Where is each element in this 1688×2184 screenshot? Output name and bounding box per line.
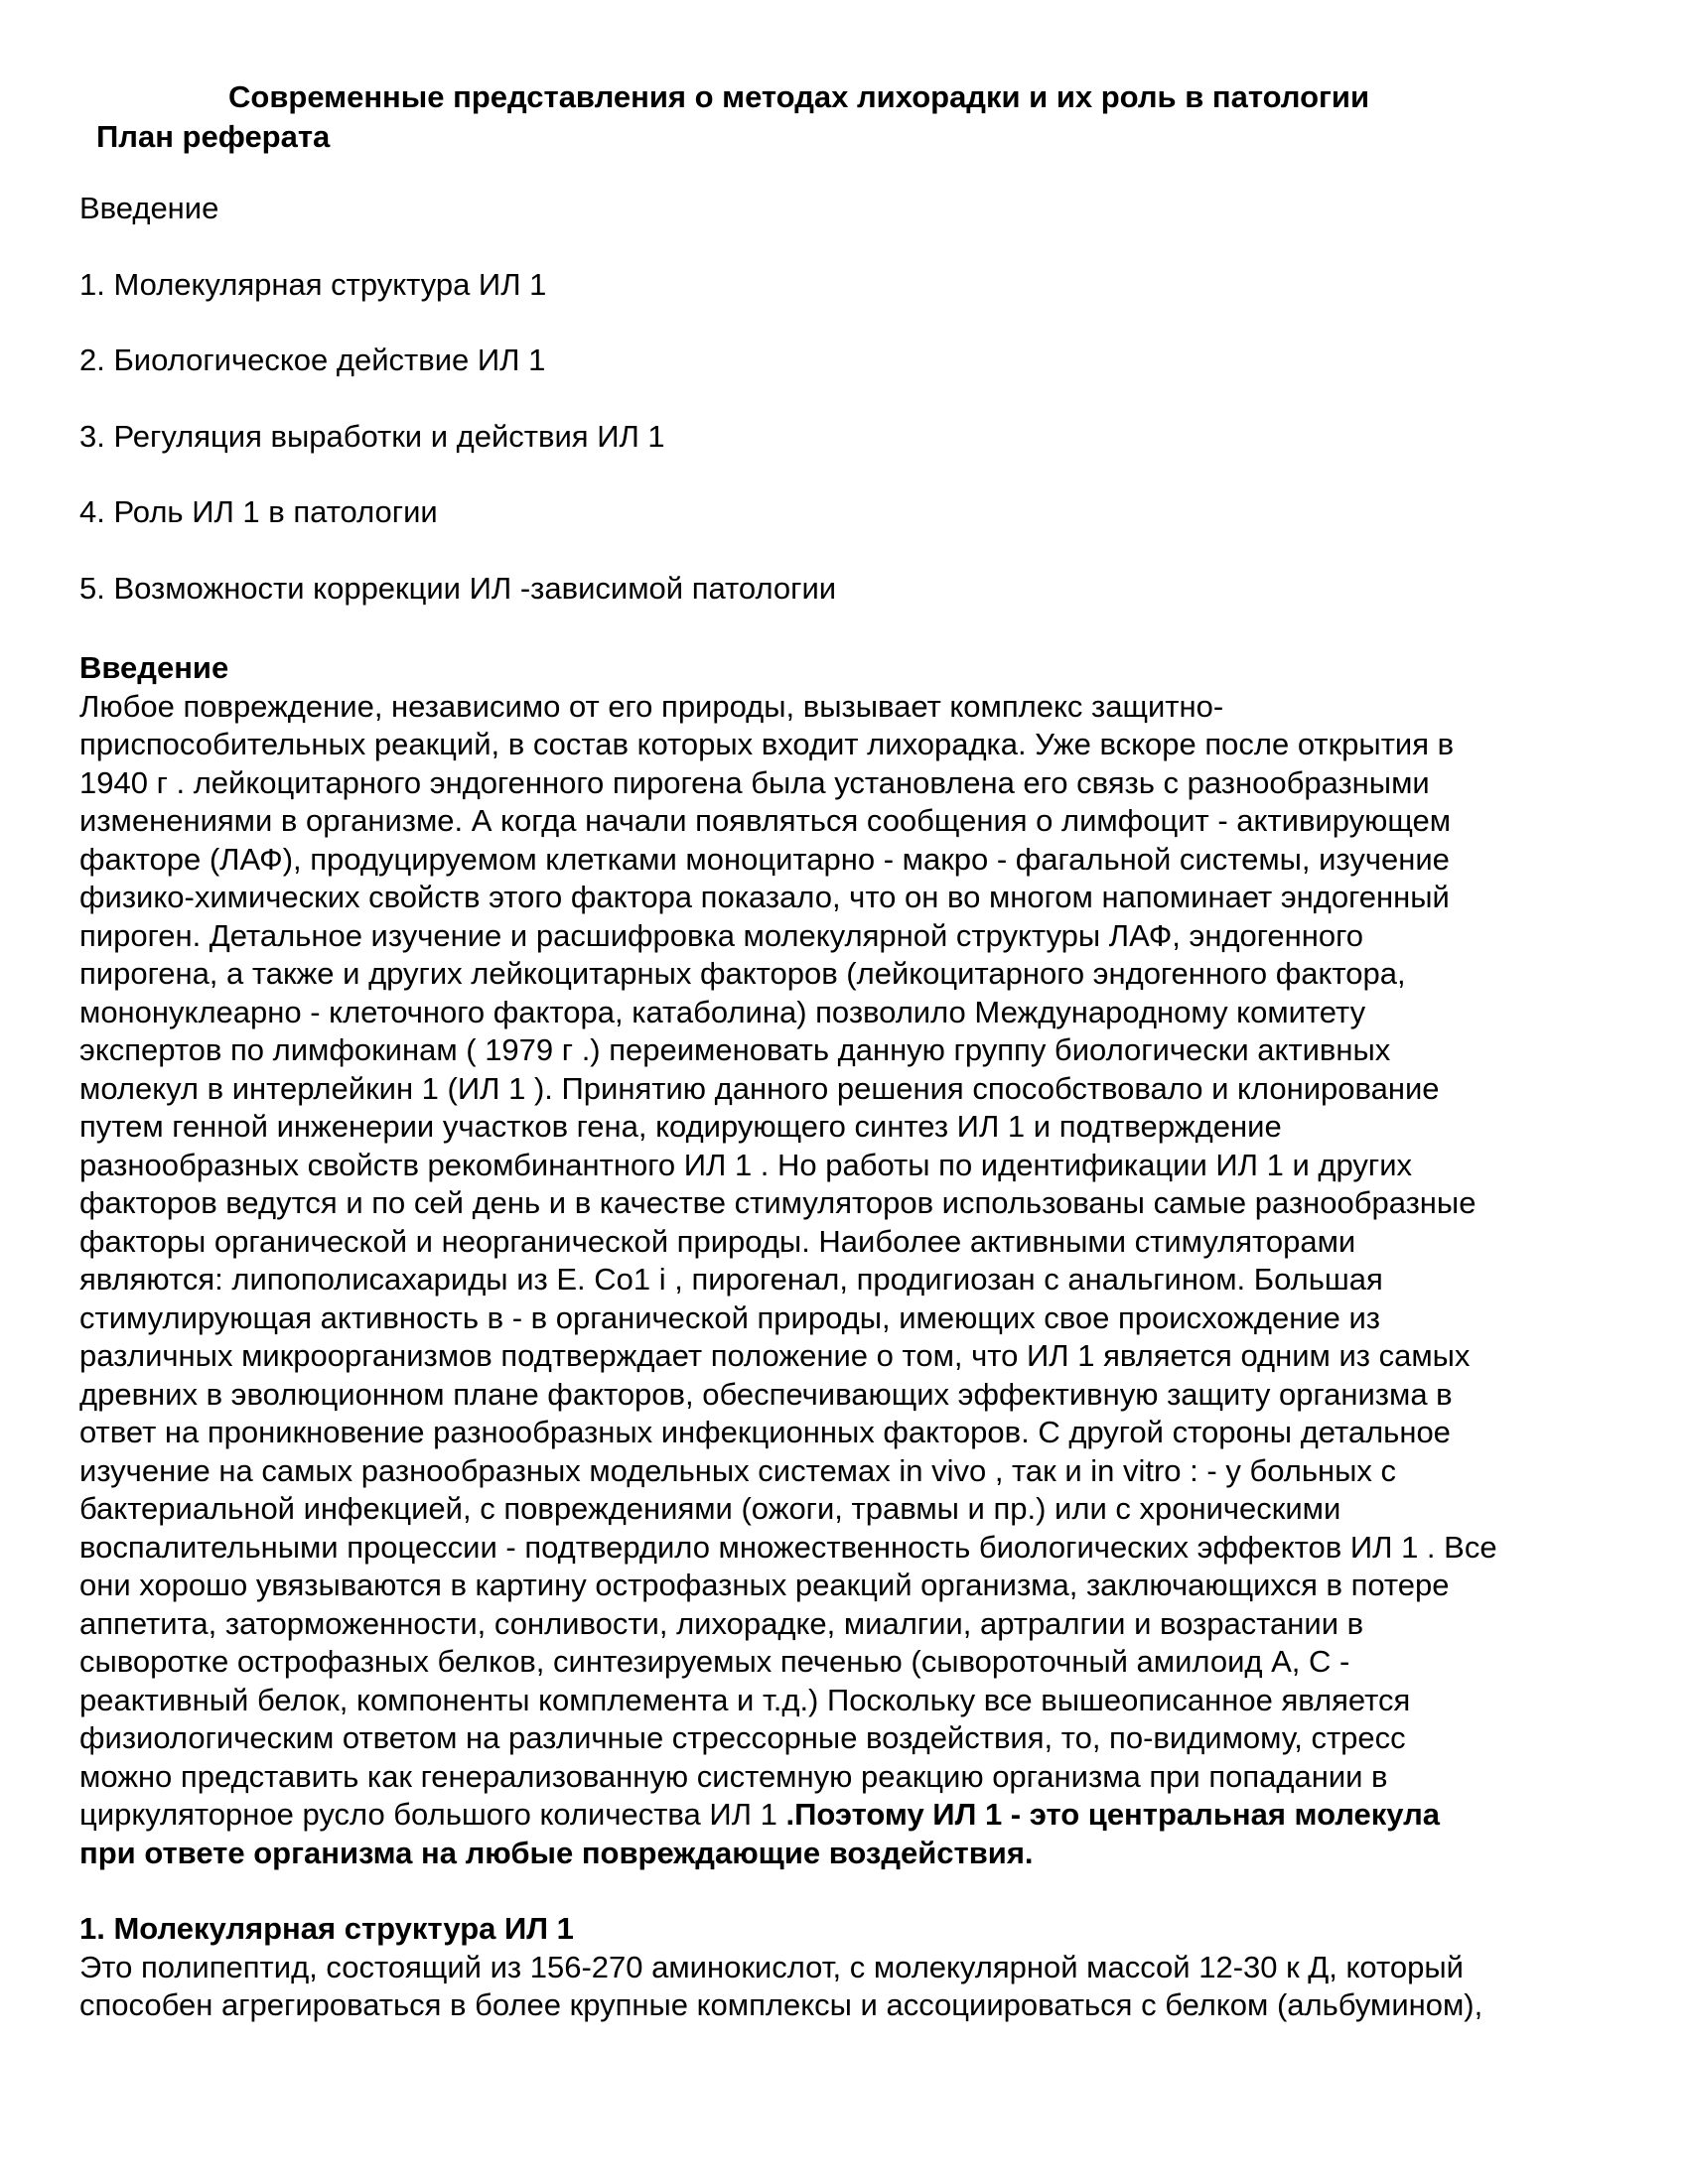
intro-line: аппетита, заторможенности, сонливости, лихорадке, миалгии, артралгии и возрастании в bbox=[79, 1605, 1364, 1641]
intro-line: экспертов по лимфокинам ( 1979 г .) переименовать данную группу биологически активных bbox=[79, 1032, 1391, 1067]
toc-item-1: 1. Молекулярная структура ИЛ 1 bbox=[79, 266, 547, 302]
structure-line: способен агрегироваться в более крупные комплексы и ассоциироваться с белком (альбумином), bbox=[79, 1987, 1483, 2022]
intro-line: стимулирующая активность в - в органической природы, имеющих свое происхождение из bbox=[79, 1299, 1381, 1335]
intro-section bbox=[79, 649, 1628, 1872]
intro-line: сыворотке острофазных белков, синтезируемых печенью (сывороточный амилоид А, С - bbox=[79, 1644, 1350, 1679]
intro-line: древних в эволюционном плане факторов, обеспечивающих эффективную защиту организма в bbox=[79, 1376, 1453, 1412]
toc-item-4: 4. Роль ИЛ 1 в патологии bbox=[79, 494, 438, 530]
intro-line: Любое повреждение, независимо от его природы, вызывает комплекс защитно- bbox=[79, 688, 1224, 724]
intro-line: ответ на проникновение разнообразных инфекционных факторов. С другой стороны детальное bbox=[79, 1415, 1451, 1449]
intro-line: пирогена, а также и других лейкоцитарных факторов (лейкоцитарного эндогенного фактора, bbox=[79, 956, 1406, 991]
intro-line: воспалительными процессии - подтвердило множественность биологических эффектов ИЛ 1 . Все bbox=[79, 1529, 1497, 1565]
intro-line: являются: липополисахариды из Е. Со1 i , пирогенал, продигиозан с анальгином. Большая bbox=[79, 1262, 1383, 1297]
intro-line: разнообразных свойств рекомбинантного ИЛ 1 . Но работы по идентификации ИЛ 1 и других bbox=[79, 1147, 1413, 1182]
document-title: Современные представления о методах лихорадки и их роль в патологии bbox=[228, 79, 1370, 114]
intro-line: мононуклеарно - клеточного фактора, катаболина) позволило Международному комитету bbox=[79, 994, 1366, 1029]
intro-line: изменениями в организме. А когда начали появляться сообщения о лимфоцит - активирующем bbox=[79, 803, 1452, 838]
intro-line: они хорошо увязываются в картину острофазных реакций организма, заключающихся в потере bbox=[79, 1568, 1450, 1602]
plan-heading: План реферата bbox=[96, 119, 331, 154]
toc-item-3: 3. Регуляция выработки и действия ИЛ 1 bbox=[79, 418, 665, 454]
intro-line: реактивный белок, компоненты комплемента и т.д.) Поскольку все вышеописанное является bbox=[79, 1682, 1411, 1717]
intro-conclusion-line: при ответе организма на любые повреждающие воздействия. bbox=[79, 1835, 1034, 1870]
intro-line: путем генной инженерии участков гена, кодирующего синтез ИЛ 1 и подтверждение bbox=[79, 1109, 1282, 1144]
intro-line: бактериальной инфекцией, с повреждениями (ожоги, травмы и пр.) или с хроническими bbox=[79, 1491, 1341, 1526]
intro-line: 1940 г . лейкоцитарного эндогенного пирогена была установлена его связь с разнообразными bbox=[79, 764, 1430, 800]
intro-heading: Введение bbox=[79, 650, 229, 685]
intro-line: можно представить как генерализованную системную реакцию организма при попадании в bbox=[79, 1758, 1388, 1794]
intro-line: приспособительных реакций, в состав которых входит лихорадка. Уже вскоре после открытия в bbox=[79, 727, 1455, 761]
intro-line: факторов ведутся и по сей день и в качестве стимуляторов использованы самые разнообразные bbox=[79, 1185, 1477, 1220]
toc-item-2: 2. Биологическое действие ИЛ 1 bbox=[79, 342, 546, 378]
table-of-contents bbox=[79, 190, 1628, 646]
molecular-structure-section bbox=[79, 1910, 1628, 2025]
intro-line: пироген. Детальное изучение и расшифровка молекулярной структуры ЛАФ, эндогенного bbox=[79, 917, 1363, 953]
intro-line: факторе (ЛАФ), продуцируемом клетками моноцитарно - макро - фагальной системы, изучение bbox=[79, 841, 1450, 877]
intro-line: изучение на самых разнообразных модельных системах in vivo , так и in vitro : - у больных с bbox=[79, 1452, 1397, 1488]
structure-line: Это полипептид, состоящий из 156-270 аминокислот, с молекулярной массой 12-30 к Д, который bbox=[79, 1949, 1464, 1984]
intro-line-normal-part: циркуляторное русло большого количества ИЛ 1 bbox=[79, 1797, 786, 1832]
toc-item-5: 5. Возможности коррекции ИЛ -зависимой патологии bbox=[79, 570, 837, 606]
molecular-structure-paragraph bbox=[79, 1949, 1628, 2025]
intro-line-bold-part: .Поэтому ИЛ 1 - это центральная молекула bbox=[785, 1797, 1441, 1832]
intro-line-mixed bbox=[79, 1796, 1628, 1835]
intro-line: физиологическим ответом на различные стрессорные воздействия, то, по-видимому, стресс bbox=[79, 1720, 1406, 1755]
intro-line: молекул в интерлейкин 1 (ИЛ 1 ). Принятию данного решения способствовало и клонирование bbox=[79, 1070, 1440, 1106]
intro-paragraph bbox=[79, 688, 1628, 1873]
intro-line: факторы органической и неорганической природы. Наиболее активными стимуляторами bbox=[79, 1223, 1356, 1259]
toc-item-intro: Введение bbox=[79, 191, 219, 225]
intro-line: различных микроорганизмов подтверждает положение о том, что ИЛ 1 является одним из самых bbox=[79, 1338, 1471, 1373]
molecular-structure-heading: 1. Молекулярная структура ИЛ 1 bbox=[79, 1911, 574, 1946]
intro-line: физико-химических свойств этого фактора показало, что он во многом напоминает эндогенный bbox=[79, 880, 1450, 914]
